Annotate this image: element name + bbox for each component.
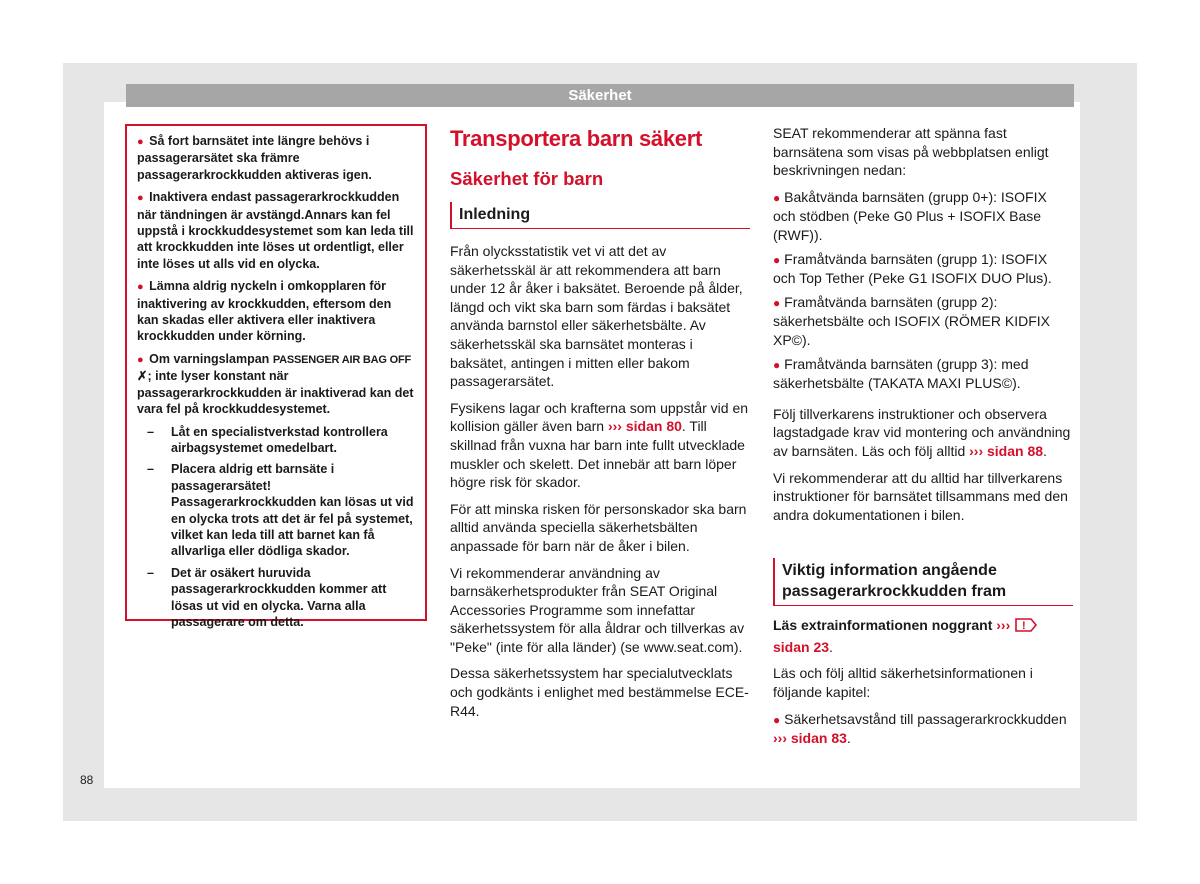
- bullet-icon: ●: [773, 295, 781, 310]
- warning-subitem: – Låt en specialistverkstad kontrollera airbagsystemet omedelbart.: [147, 424, 388, 455]
- warning-item: ● Om varningslampan PASSENGER AIR BAG OFF ✗; inte lyser konstant när passagerarkrockkudden är inaktiverad kan det vara fel på krockkuddesystemet.: [137, 351, 414, 417]
- warning-subitem: – Placera aldrig ett barnsäte i passagerarsätet! Passagerarkrockkudden kan lösas ut vid en olycka trots att det är fel på systemet, vilket kan leda till att barnet kan få allvarliga eller dödliga skador.: [147, 462, 414, 559]
- bullet-icon: ●: [773, 357, 781, 372]
- warning-item: ● Lämna aldrig nyckeln i omkopplaren för inaktivering av krockkudden, eftersom den kan skadas eller aktivera eller inaktivera krockkudden under körning.: [137, 279, 392, 344]
- subsection-heading: Viktig information angående passagerarkrockkudden fram: [773, 558, 1073, 606]
- page-link[interactable]: ››› sidan 80: [607, 418, 682, 435]
- middle-column: [450, 124, 750, 728]
- list-item: ● Bakåtvända barnsäten (grupp 0+): ISOFIX och stödben (Peke G0 Plus + ISOFIX Base (RWF)).: [773, 188, 1047, 243]
- list-item: ● Framåtvända barnsäten (grupp 3): med säkerhetsbälte (TAKATA MAXI PLUS©).: [773, 355, 1029, 392]
- list-item: ● Säkerhetsavstånd till passagerarkrockkudden ››› sidan 83.: [773, 710, 1067, 747]
- list-item: ● Framåtvända barnsäten (grupp 1): ISOFIX och Top Tether (Peke G1 ISOFIX DUO Plus).: [773, 250, 1052, 287]
- page-header: Säkerhet: [126, 84, 1074, 107]
- svg-text:!: !: [1022, 620, 1026, 633]
- warning-subitem: – Det är osäkert huruvida passagerarkrockkudden kommer att lösas ut vid en olycka. Varna alla passagerare om detta.: [147, 565, 387, 629]
- chapter-title: Transportera barn säkert: [450, 126, 703, 151]
- body-text: Läs extrainformationen noggrant ››› ! sidan 23. Läs och följ alltid säkerhetsinformationen i följande kapitel: ● Säkerhetsavstånd till passagerarkrockkudden ››› sidan 83.: [773, 616, 1073, 748]
- body-text: SEAT rekommenderar att spänna fast barnsätena som visas på webbplatsen enligt beskrivningen nedan: ● Bakåtvända barnsäten (grupp 0+): ISOFIX och stödben (Peke G0 Plus + ISOFIX Base (RWF)). ● Framåtvända barnsäten (grupp 1): ISOFIX och Top Tether (Peke G1 ISOFIX DUO Plus). ● Framåtvända barnsäten (grupp 2): säkerhetsbälte och ISOFIX (RÖMER KIDFIX XP©). ● Framåtvända barnsäten (grupp 3): med säkerhetsbälte (TAKATA MAXI PLUS©). Följ tillverkarens instruktioner och observera lagstadgade krav vid montering och användning av barnsäten. Läs och följ alltid ››› sidan 88. Vi rekommenderar att du alltid har tillverkarens instruktioner för barnsätet tillsammans med den andra dokumentationen i bilen.: [773, 124, 1073, 524]
- bullet-icon: ●: [137, 192, 144, 205]
- body-text: Från olycksstatistik vet vi att det av säkerhetsskäl är att rekommendera att barn under 12 år åker i baksätet. Beroende på ålder, längd och vikt ska barn som färdas i baksätet använda barnstol eller säkerhetsbälte. Av säkerhetsskäl ska barnsätet monteras i baksätet, antingen i mitten eller bakom passagerarsätet. Fysikens lagar och krafterna som uppstår vid en kollision gäller även barn ››› sidan 80. Till skillnad från vuxna har barn inte fullt utvecklade muskler och skelett. Det innebär att barn löper högre risk för skador. För att minska risken för personskador ska barn alltid använda speciella säkerhetsbälten anpassade för barn när de åker i bilen. Vi rekommenderar användning av barnsäkerhetsprodukter från SEAT Original Accessories Programme som innefattar säkerhetssystem för alla åldrar och tillverkas av "Peke" (inte för alla länder) (se www.seat.com). Dessa säkerhetssystem har specialutvecklats och godkänts i enlighet med bestämmelse ECE-R44.: [450, 243, 749, 719]
- page-number: 88: [80, 773, 94, 787]
- bullet-icon: ●: [773, 252, 781, 267]
- bullet-icon: ●: [137, 281, 144, 294]
- bullet-icon: ●: [773, 712, 781, 727]
- page-link[interactable]: sidan 23: [773, 638, 830, 655]
- page-link[interactable]: ››› sidan 83: [773, 730, 847, 747]
- warning-box: [125, 124, 427, 629]
- page-link[interactable]: ››› sidan 88: [969, 442, 1044, 459]
- section-title: Säkerhet för barn: [450, 168, 604, 189]
- bullet-icon: ●: [773, 190, 781, 205]
- page-link-arrow[interactable]: ›››: [996, 617, 1011, 634]
- warning-reference-icon: [1014, 617, 1040, 638]
- bullet-icon: ●: [137, 136, 144, 148]
- bullet-icon: ●: [137, 353, 144, 366]
- lamp-label: PASSENGER AIR BAG OFF: [272, 353, 412, 366]
- warning-item: ● Så fort barnsätet inte längre behövs i passagerarsätet ska främre passagerarkrockkudden aktiveras igen.: [137, 134, 372, 182]
- right-column: [773, 124, 1073, 756]
- subsection-heading: Inledning: [450, 202, 750, 229]
- list-item: ● Framåtvända barnsäten (grupp 2): säkerhetsbälte och ISOFIX (RÖMER KIDFIX XP©).: [773, 293, 1050, 348]
- warning-item: ● Inaktivera endast passagerarkrockkudden när tändningen är avstängd.Annars kan fel uppstå i krockkuddesystemet som kan leda till att krockkudden inte löses ut ordentligt, eller inte löses ut alls vid en olycka.: [137, 190, 414, 271]
- warning-subitems: [147, 424, 415, 631]
- airbag-off-icon: ✗: [137, 369, 148, 384]
